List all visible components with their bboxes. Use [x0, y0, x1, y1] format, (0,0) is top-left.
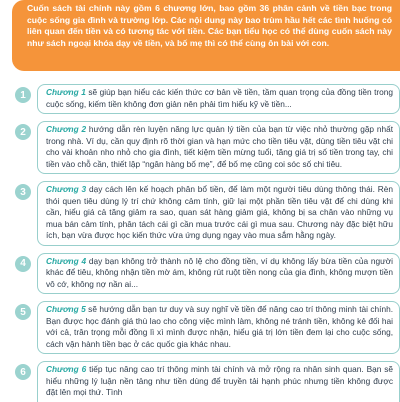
chapter-number-badge: 4 — [15, 256, 31, 272]
chapter-label: Chương 3 — [46, 184, 87, 194]
chapter-number-badge: 3 — [15, 184, 31, 200]
chapter-label: Chương 1 — [46, 87, 86, 97]
chapter-description — [37, 301, 400, 354]
chapter-list-item-1 — [15, 84, 400, 114]
chapter-label: Chương 4 — [46, 255, 87, 266]
chapter-description — [37, 253, 400, 295]
chapter-list-item-6 — [15, 361, 400, 402]
chapter-description — [37, 181, 400, 246]
chapter-text: sẽ giúp bạn hiểu các kiến thức cơ bản về tiền, tầm quan trọng của đồng tiền trong cuộc sống, kiếm tiền không đơn giản nên phải tìm hiểu kỹ về tiền... — [46, 87, 393, 109]
chapter-number-badge: 2 — [15, 124, 31, 140]
chapter-number-badge: 6 — [15, 364, 31, 380]
chapter-label: Chương 5 — [46, 304, 86, 314]
chapter-number-badge: 1 — [15, 87, 31, 103]
chapter-description — [37, 84, 400, 114]
intro-text: Cuốn sách tài chính này gồm 6 chương lớn, bao gồm 36 phân cảnh về tiền bạc trong cuộc sống gia đình và trường lớp. Các nội dung này bao trùm hầu hết các tình huống có liên quan đến tiền và có tương tác với tiền. Các bạn tiểu học có thể dùng cuốn sách này như sách ngoại khóa dạy về tiền, và bố mẹ thì có thể cùng ôn bài với con. — [27, 3, 392, 48]
chapter-number-badge: 5 — [15, 304, 31, 320]
chapter-list-item-3 — [15, 181, 400, 246]
chapter-text: dạy cách lên kế hoạch phân bổ tiền, để làm một người tiêu dùng thông thái. Rèn thói quen tiêu dùng lý trí chứ không cảm tính, giữ lại một phần tiền tiêu vặt để chi dùng khi cần, hiểu giá cả tăng giảm ra sao, quan sát hàng giảm giá, không bị sa chân vào những vụ mua bán cảm tính, phân tách cái gì cần mua trước cái gì mua sau. Chương này đặc biệt hữu ích, bạn vừa được học kiến thức vừa ứng dụng ngay vào mua sắm hằng ngày. — [46, 184, 393, 240]
chapter-description — [37, 361, 400, 402]
chapter-description — [37, 121, 400, 174]
chapter-text: tiếp tục nâng cao trí thông minh tài chính và mở rộng ra nhân sinh quan. Bạn sẽ hiểu những lý luận nền tảng như tiền dùng để truyền tải hạnh phúc nhưng tiền không được đặt lên mọi thứ. Tình — [46, 364, 394, 397]
chapter-text: sẽ hướng dẫn bạn tư duy và suy nghĩ về tiền để nâng cao trí thông minh tài chính. Bạn được học đánh giá thù lao cho công việc mình làm, không né tránh tiền, không kẻ đối hai với cả, trân trọng mỗi đồng lì xì mình được nhận, hiểu giá trị lớn tiền đem lại cho cuộc sống, cách vận hành tiền bạc ở các quốc gia khác nhau. — [46, 304, 393, 349]
chapter-label: Chương 6 — [46, 364, 87, 374]
chapter-list-item-5 — [15, 301, 400, 354]
chapter-text: hướng dẫn rèn luyện năng lực quản lý tiền của bạn từ việc nhỏ thường gặp nhất trong nhà. Ví dụ, cần quy định rõ thời gian và hạn mức cho tiền tiêu vặt, dùng tiền tiêu vặt chi cho vài khoản nho nhỏ cho gia đình, tiết kiệm tiền mừng tuổi, tăng giá trị số tiền trong tay, chi tiền vào chỗ cần, thiết lập “ngân hàng bố mẹ”, để bố mẹ cũng coi sóc số chi tiêu. — [46, 124, 394, 169]
chapter-list-item-2 — [15, 121, 400, 174]
intro-banner — [12, 0, 400, 71]
chapter-list-item-4 — [15, 253, 400, 295]
chapter-text: dạy bạn không trở thành nô lệ cho đồng tiền, ví dụ không lấy bừa tiền của người khác để tiêu, không nhận tiền mờ ám, không rút ruột tiền nong của gia đình, không mượn tiền vô cớ, không nợ nần ai... — [46, 255, 393, 289]
chapter-list — [15, 84, 400, 402]
chapter-label: Chương 2 — [46, 124, 87, 134]
